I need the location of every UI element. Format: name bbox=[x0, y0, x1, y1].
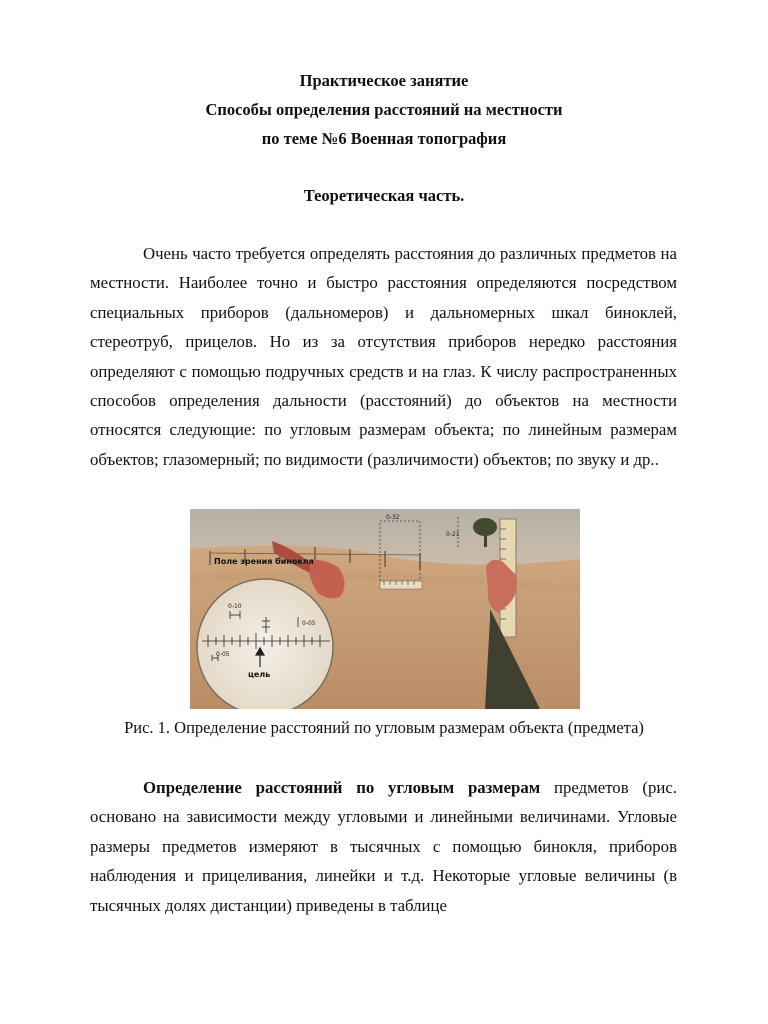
figure-binocular-illustration bbox=[190, 509, 580, 709]
ruler-horizontal bbox=[380, 581, 422, 589]
label-target: цель bbox=[248, 670, 271, 679]
label-005-right: 0-05 bbox=[302, 620, 316, 627]
title-line-3: по теме №6 Военная топография bbox=[261, 129, 507, 148]
label-005-left: 0-05 bbox=[216, 651, 230, 658]
label-010: 0-10 bbox=[228, 603, 242, 610]
paragraph-angular-rest: предметов (рис. основано на зависимости между угловыми и линейными величинами. Угловые размеры предметов измеряют в тысячных с помощью бинокля, приборов наблюдения и прицеливания, линейки и т.д. Некоторые угловые величины (в тысячных долях дистанции) приведены в таблице bbox=[90, 778, 677, 915]
illustration-svg bbox=[190, 509, 580, 709]
paragraph-angular-text bbox=[90, 773, 677, 920]
paragraph-intro bbox=[90, 239, 677, 474]
figure-caption: Рис. 1. Определение расстояний по угловым размерам объекта (предмета) bbox=[124, 718, 644, 737]
title-line-1: Практическое занятие bbox=[299, 71, 469, 90]
paragraph-angular-bold: Определение расстояний по угловым размерам bbox=[143, 778, 541, 797]
label-032: 0-32 bbox=[386, 514, 400, 521]
label-021: 0-21 bbox=[446, 531, 460, 538]
document-title bbox=[0, 66, 768, 153]
paragraph-angular bbox=[90, 773, 677, 920]
paragraph-intro-text: Очень часто требуется определять расстояния до различных предметов на местности. Наиболее точно и быстро расстояния определяются посредством специальных приборов (дальномеров) и дальномерных шкал биноклей, стереотруб, прицелов. Но из за отсутствия приборов нередко расстояния определяют с помощью подручных средств и на глаз. К числу распространенных способов определения дальности (расстояний) до объектов на местности относятся следующие: по угловым размерам объекта; по линейным размерам объектов; глазомерный; по видимости (различимости) объектов; по звуку и др.. bbox=[90, 244, 677, 469]
binocular-field-circle bbox=[197, 579, 333, 709]
title-line-2: Способы определения расстояний на местности bbox=[205, 100, 563, 119]
label-field-of-view: Поле зрения бинокля bbox=[214, 557, 314, 566]
section-heading: Теоретическая часть. bbox=[303, 186, 465, 205]
